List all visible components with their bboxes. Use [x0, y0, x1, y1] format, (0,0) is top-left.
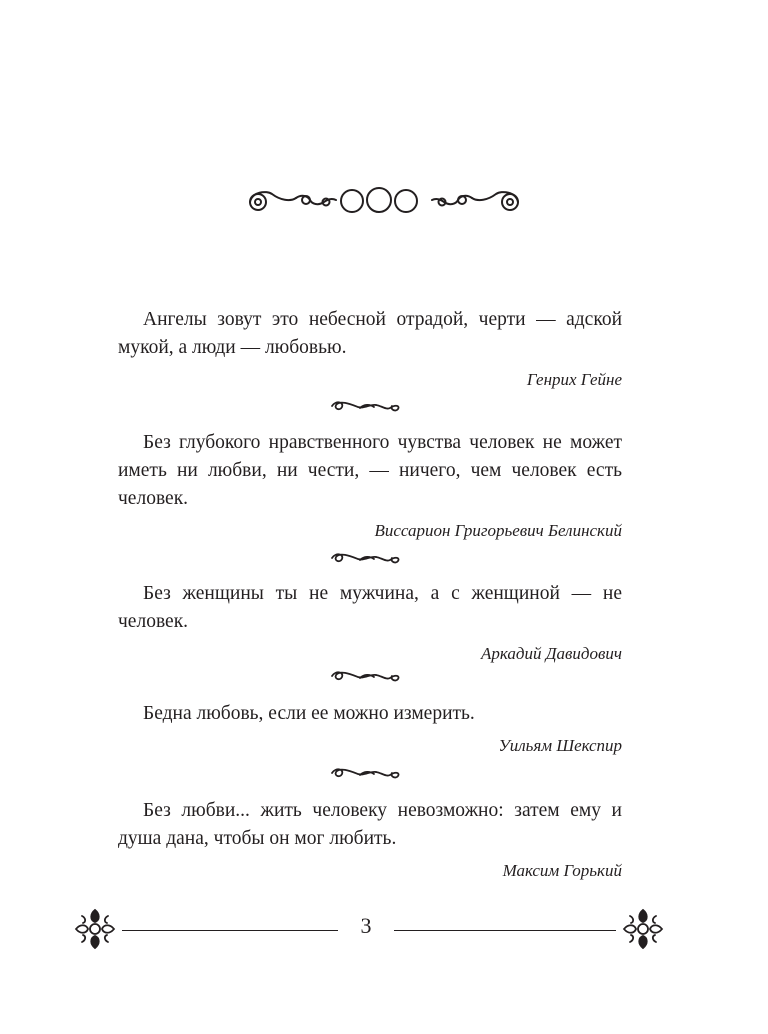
quote-author: Виссарион Григорьевич Белинский: [374, 521, 622, 540]
footer-right-ornament: [620, 906, 666, 952]
divider-ornament: [330, 550, 404, 566]
quote-author: Генрих Гейне: [526, 370, 622, 389]
divider-ornament: [330, 765, 404, 781]
top-flourish-ornament: [246, 180, 522, 220]
footer-rule-right: [394, 930, 616, 931]
quote-author: Уильям Шекспир: [498, 736, 622, 755]
quote-text: Без глубокого нравственного чувства человек не может иметь ни любви, ни чести, — ничего, чем человек есть человек.: [118, 432, 622, 509]
quote-block-5: [118, 797, 622, 883]
quote-author: Аркадий Давидович: [480, 644, 622, 663]
quote-text: Без любви... жить человеку невозможно: затем ему и душа дана, чтобы он мог любить.: [118, 800, 622, 849]
footer-rule-left: [122, 930, 338, 931]
quote-text: Ангелы зовут это небесной отрадой, черти — адской мукой, а люди — любовью.: [118, 309, 622, 358]
quote-block-4: [118, 700, 622, 758]
divider-ornament: [330, 398, 404, 414]
footer-left-ornament: [72, 906, 118, 952]
quote-block-3: [118, 580, 622, 666]
quote-text: Без женщины ты не мужчина, а с женщиной — не человек.: [118, 583, 622, 632]
quote-block-2: [118, 429, 622, 543]
quote-text: Бедна любовь, если ее можно измерить.: [143, 703, 475, 724]
quote-author: Максим Горький: [502, 861, 622, 880]
quote-block-1: [118, 306, 622, 392]
divider-ornament: [330, 668, 404, 684]
page-number: 3: [360, 913, 372, 938]
